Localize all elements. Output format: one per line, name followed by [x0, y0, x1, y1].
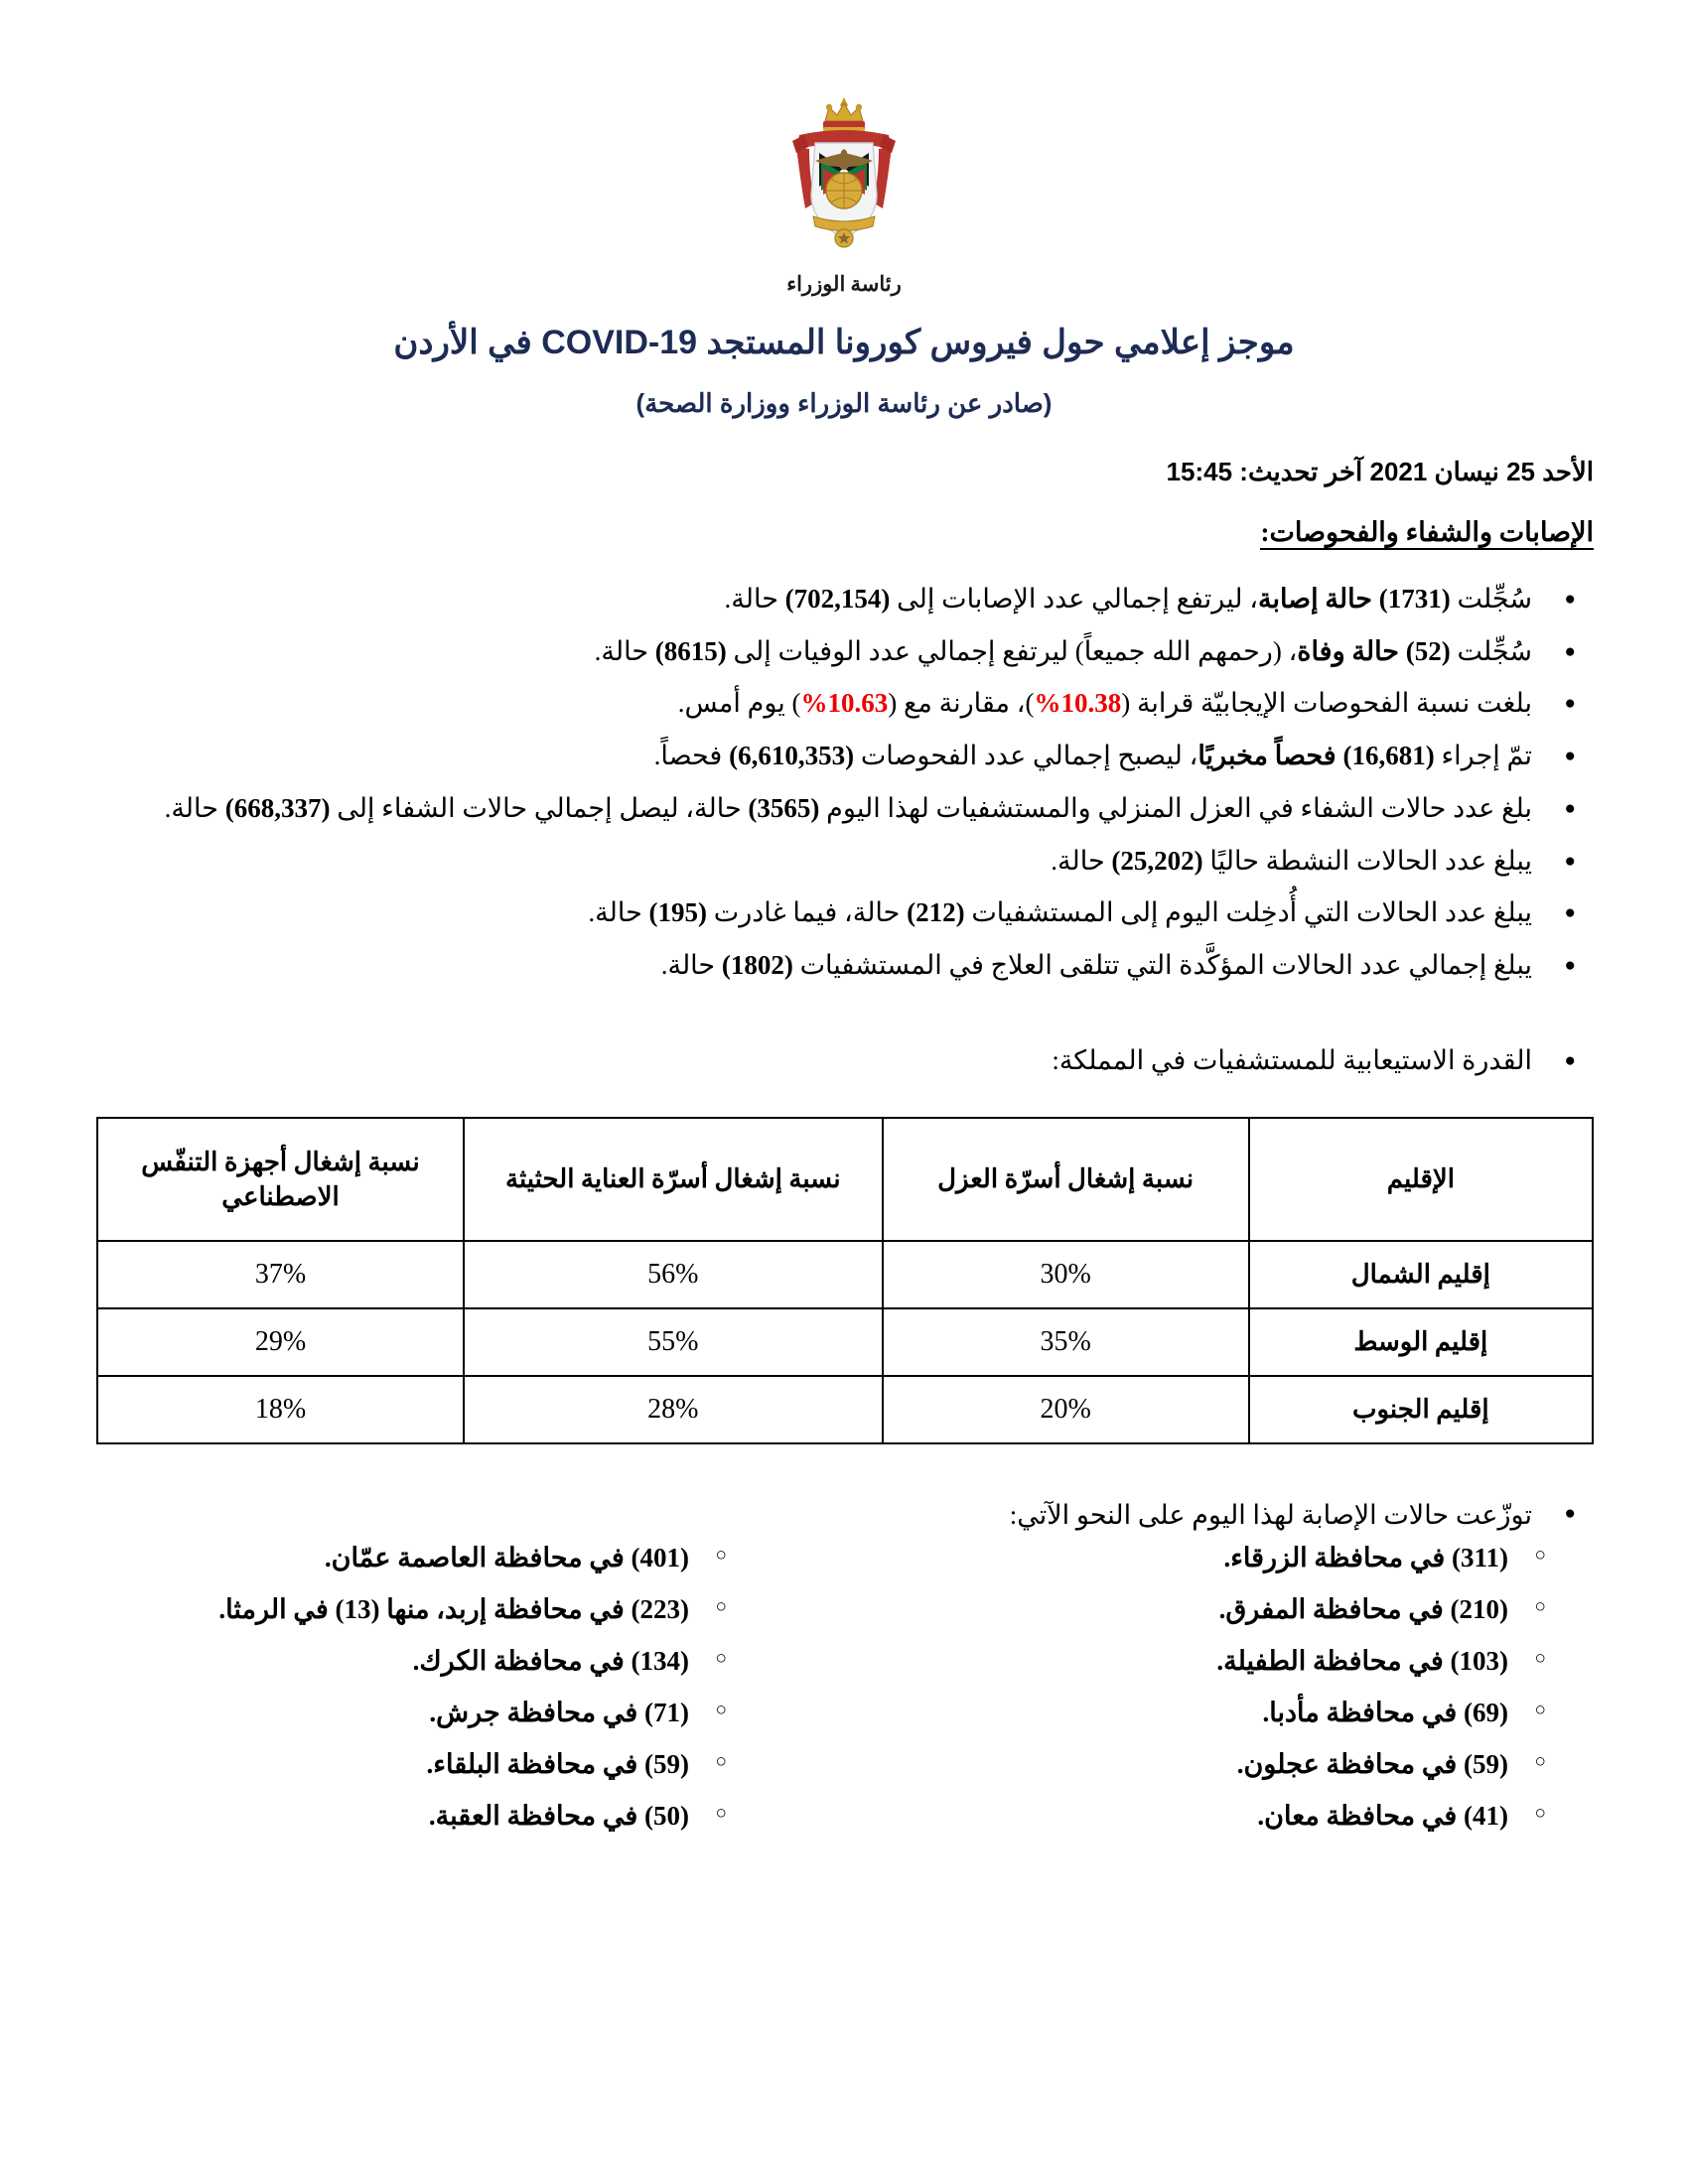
- text-fragment: حالة.: [1051, 845, 1112, 876]
- list-item: ○ (59) في محافظة عجلون.: [1053, 1751, 1554, 1778]
- value-admitted: (212): [907, 897, 965, 928]
- value-active-cases: (25,202): [1111, 845, 1203, 876]
- cell-icu: 55%: [464, 1308, 883, 1376]
- list-item: ○ (210) في محافظة المفرق.: [1053, 1596, 1554, 1623]
- value-positivity-yesterday: 10.63%: [800, 688, 889, 719]
- table-row: [97, 1241, 1593, 1308]
- cell-isolation: 30%: [883, 1241, 1249, 1308]
- list-item: ○ (59) في محافظة البلقاء.: [104, 1751, 735, 1778]
- cell-isolation: 35%: [883, 1308, 1249, 1376]
- text-fragment: حالة.: [164, 792, 225, 823]
- distribution-list-right: [104, 1542, 735, 1831]
- distribution-intro: ● توزّعت حالات الإصابة لهذا اليوم على النحو الآتي:: [94, 1500, 1594, 1531]
- text-fragment: حالة.: [594, 635, 655, 666]
- distribution-columns: [94, 1542, 1594, 1854]
- text-fragment: حالة.: [588, 897, 649, 928]
- text-fragment: )، مقارنة مع (: [888, 688, 1035, 719]
- text-fragment: حالة.: [660, 950, 722, 981]
- value-total-deaths: (8615): [654, 635, 727, 666]
- list-item-tests: [94, 735, 1594, 778]
- cell-region: إقليم الوسط: [1249, 1308, 1593, 1376]
- value-total-cases: (702,154): [784, 584, 891, 614]
- column-header-isolation: نسبة إشغال أسرّة العزل: [883, 1118, 1249, 1241]
- text-fragment: بلغت نسبة الفحوصات الإيجابيّة قرابة (: [1121, 688, 1532, 719]
- text-fragment: ) يوم أمس.: [677, 688, 801, 719]
- list-item-positivity-rate: [94, 682, 1594, 726]
- distribution-column-right: [94, 1542, 844, 1854]
- list-item: ○ (41) في محافظة معان.: [1053, 1803, 1554, 1830]
- list-item-in-hospital: [94, 944, 1594, 988]
- text-fragment: ، ليصبح إجمالي عدد الفحوصات: [854, 741, 1198, 771]
- list-item: ○ (223) في محافظة إربد، منها (13) في الرمثا.: [104, 1596, 735, 1623]
- list-item-new-deaths: [94, 630, 1594, 674]
- text-fragment: ، ليرتفع إجمالي عدد الإصابات إلى: [890, 584, 1258, 614]
- text-fragment: يبلغ عدد الحالات التي أُدخِلت اليوم إلى المستشفيات: [964, 897, 1532, 928]
- list-item: ○ (311) في محافظة الزرقاء.: [1053, 1545, 1554, 1571]
- list-item-active-cases: [94, 840, 1594, 884]
- text-fragment: فحصاً.: [653, 741, 730, 771]
- text-fragment: بلغ عدد حالات الشفاء في العزل المنزلي والمستشفيات لهذا اليوم: [819, 792, 1532, 823]
- statistics-list: [94, 578, 1594, 1083]
- value-new-cases: (1731) حالة إصابة: [1257, 584, 1451, 614]
- value-discharged: (195): [648, 897, 708, 928]
- list-item-new-cases: [94, 578, 1594, 621]
- emblem-caption: رئاسة الوزراء: [786, 272, 902, 296]
- page-subtitle: (صادر عن رئاسة الوزراء ووزارة الصحة): [635, 388, 1053, 418]
- hospital-capacity-table: [96, 1117, 1594, 1444]
- emblem-block: [94, 0, 1594, 297]
- list-item: ○ (134) في محافظة الكرك.: [104, 1648, 735, 1675]
- text-fragment: سُجِّلت: [1450, 635, 1532, 666]
- section-heading-text: الإصابات والشفاء والفحوصات:: [1260, 517, 1594, 550]
- value-total-recoveries: (668,337): [224, 792, 331, 823]
- value-new-recoveries: (3565): [748, 792, 820, 823]
- jordan-coat-of-arms-icon: [760, 91, 928, 265]
- cell-ventilator: 37%: [97, 1241, 464, 1308]
- text-fragment: حالة.: [724, 584, 785, 614]
- list-item: ○ (69) في محافظة مأدبا.: [1053, 1700, 1554, 1726]
- list-item: ○ (71) في محافظة جرش.: [104, 1700, 735, 1726]
- date-last-update: الأحد 25 نيسان 2021 آخر تحديث: 15:45: [1166, 457, 1594, 486]
- list-item-hospital-admissions: [94, 891, 1594, 935]
- text-fragment: يبلغ عدد الحالات النشطة حاليًا: [1202, 845, 1532, 876]
- cell-icu: 28%: [464, 1376, 883, 1443]
- value-total-tests: (6,610,353): [729, 741, 855, 771]
- cell-icu: 56%: [464, 1241, 883, 1308]
- value-positivity-today: 10.38%: [1034, 688, 1122, 719]
- list-item-capacity-intro: ● القدرة الاستيعابية للمستشفيات في المملكة:: [94, 1039, 1594, 1083]
- text-fragment: حالة، فيما غادرت: [707, 897, 908, 928]
- section-heading-cases: [94, 517, 1594, 548]
- cell-region: إقليم الجنوب: [1249, 1376, 1593, 1443]
- value-in-hospital: (1802): [721, 950, 793, 981]
- column-header-ventilator: نسبة إشغال أجهزة التنفّس الاصطناعي: [97, 1118, 464, 1241]
- cell-isolation: 20%: [883, 1376, 1249, 1443]
- list-item-recoveries: [94, 787, 1594, 831]
- cell-ventilator: 18%: [97, 1376, 464, 1443]
- text-fragment: سُجِّلت: [1450, 584, 1532, 614]
- cell-region: إقليم الشمال: [1249, 1241, 1593, 1308]
- table-row: [97, 1376, 1593, 1443]
- distribution-list-left: [1053, 1542, 1554, 1831]
- page-title: موجز إعلامي حول فيروس كورونا المستجد COVID-19 في الأردن: [393, 324, 1295, 361]
- text-fragment: يبلغ إجمالي عدد الحالات المؤكَّدة التي تتلقى العلاج في المستشفيات: [792, 950, 1532, 981]
- list-item: ○ (103) في محافظة الطفيلة.: [1053, 1648, 1554, 1675]
- list-item: ○ (401) في محافظة العاصمة عمّان.: [104, 1545, 735, 1571]
- text-fragment: تمّ إجراء: [1434, 741, 1532, 771]
- text-fragment: ، (رحمهم الله جميعاً) ليرتفع إجمالي عدد الوفيات إلى: [726, 635, 1298, 666]
- cell-ventilator: 29%: [97, 1308, 464, 1376]
- column-header-region: الإقليم: [1249, 1118, 1593, 1241]
- list-item: ○ (50) في محافظة العقبة.: [104, 1803, 735, 1830]
- table-header-row: [97, 1118, 1593, 1241]
- column-header-icu: نسبة إشغال أسرّة العناية الحثيثة: [464, 1118, 883, 1241]
- value-new-tests: (16,681) فحصاً مخبريًا: [1197, 741, 1435, 771]
- text-fragment: حالة، ليصل إجمالي حالات الشفاء إلى: [330, 792, 749, 823]
- distribution-column-left: [844, 1542, 1594, 1854]
- table-row: [97, 1308, 1593, 1376]
- value-new-deaths: (52) حالة وفاة: [1297, 635, 1451, 666]
